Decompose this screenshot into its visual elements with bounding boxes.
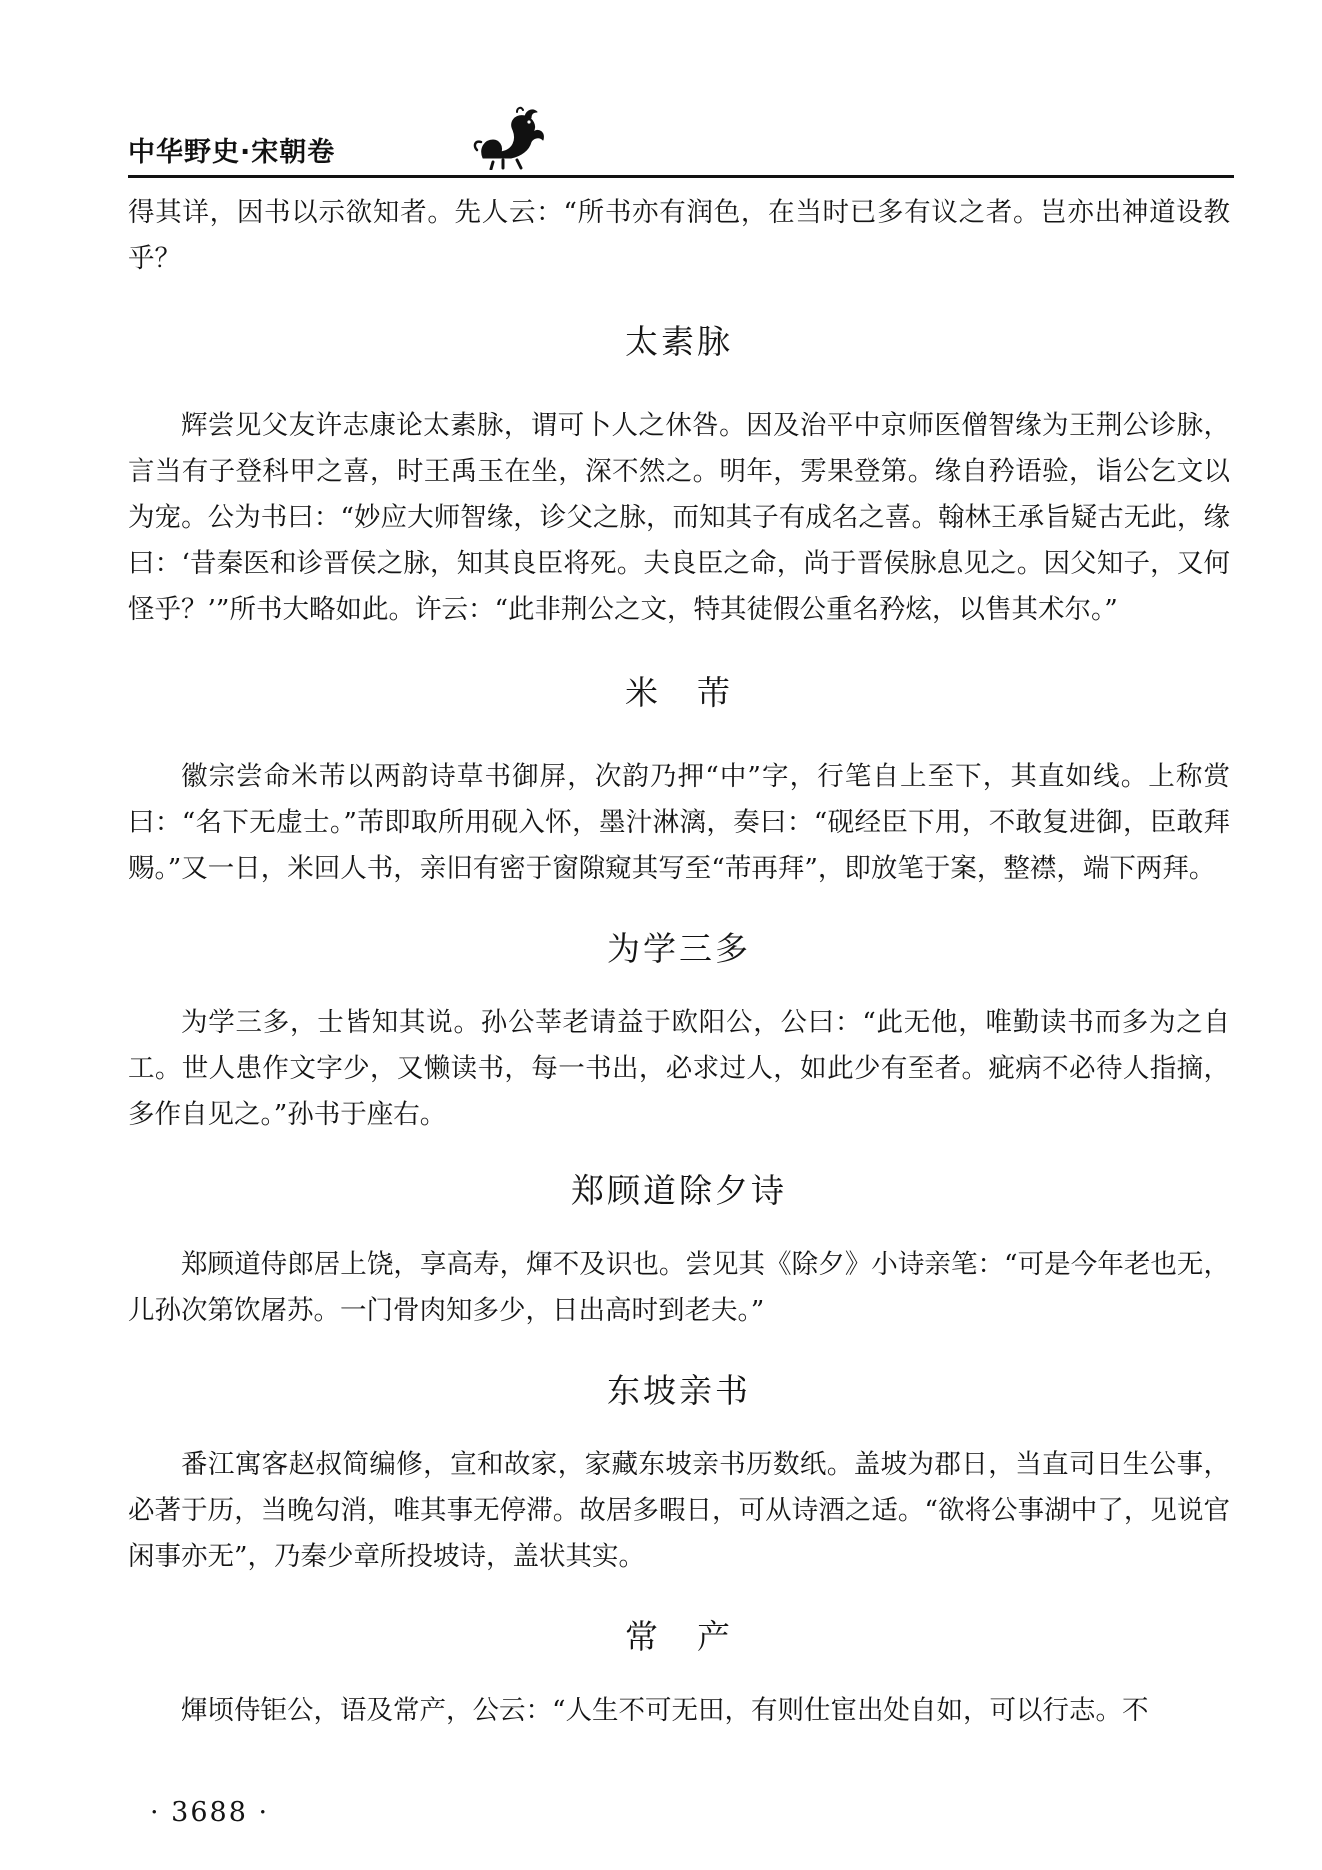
section-paragraph: 番江寓客赵叔简编修，宣和故家，家藏东坡亲书历数纸。盖坡为郡日，当直司日生公事，必著于历，当晚勾消，唯其事无停滞。故居多暇日，可从诗酒之适。“欲将公事湖中了，见说官闲事亦无”，乃秦少章所投坡诗，盖状其实。 — [128, 1449, 1231, 1572]
section-title: 东坡亲书 — [607, 1371, 751, 1410]
section-weixuesanduo — [128, 926, 1230, 1138]
section-dongpo — [128, 1368, 1230, 1580]
section-taisumai — [128, 319, 1230, 633]
section-mifu — [128, 670, 1230, 892]
section-paragraph: 煇顷侍钜公，语及常产，公云：“人生不可无田，有则仕宦出处自如，可以行志。不 — [181, 1695, 1149, 1726]
section-paragraph: 郑顾道侍郎居上饶，享高寿，煇不及识也。尝见其《除夕》小诗亲笔：“可是今年老也无，儿孙次第饮屠苏。一门骨肉知多少，日出高时到老夫。” — [128, 1249, 1230, 1326]
section-paragraph: 徽宗尝命米芾以两韵诗草书御屏，次韵乃押“中”字，行笔自上至下，其直如线。上称赏曰：“名下无虚士。”芾即取所用砚入怀，墨汁淋漓，奏曰：“砚经臣下用，不敢复进御，臣敢拜赐。”又一日，米回人书，亲旧有密于窗隙窥其写至“芾再拜”，即放笔于案，整襟，端下两拜。 — [128, 761, 1230, 884]
page-body — [128, 190, 1230, 1734]
section-paragraph: 辉尝见父友许志康论太素脉，谓可卜人之休咎。因及治平中京师医僧智缘为王荆公诊脉，言当有子登科甲之喜，时王禹玉在坐，深不然之。明年，雱果登第。缘自矜语验，诣公乞文以为宠。公为书曰：“妙应大师智缘，诊父之脉，而知其子有成名之喜。翰林王承旨疑古无此，缘曰：‘昔秦医和诊晋侯之脉，知其良臣将死。夫良臣之命，尚于晋侯脉息见之。因父知子，又何怪乎？’”所书大略如此。许云：“此非荆公之文，特其徒假公重名矜炫，以售其术尔。” — [128, 410, 1230, 625]
section-title: 郑顾道除夕诗 — [571, 1171, 787, 1210]
intro-paragraph: 得其详，因书以示欲知者。先人云：“所书亦有润色，在当时已多有议之者。岂亦出神道设教乎？ — [128, 197, 1230, 274]
page-number: · 3688 · — [150, 1797, 270, 1828]
dragon-emblem-icon — [473, 106, 551, 170]
running-header — [128, 100, 1234, 178]
section-zhenggudao — [128, 1168, 1230, 1334]
header-rule — [128, 175, 1234, 178]
book-title: 中华野史·宋朝卷 — [128, 137, 336, 168]
section-title: 米 芾 — [625, 673, 733, 712]
section-title: 太素脉 — [625, 322, 733, 361]
section-title: 常 产 — [625, 1617, 733, 1656]
section-title: 为学三多 — [607, 929, 751, 968]
section-changchan — [128, 1614, 1230, 1734]
section-paragraph: 为学三多，士皆知其说。孙公莘老请益于欧阳公，公曰：“此无他，唯勤读书而多为之自工。世人患作文字少，又懒读书，每一书出，必求过人，如此少有至者。疵病不必待人指摘，多作自见之。”孙书于座右。 — [128, 1007, 1230, 1130]
